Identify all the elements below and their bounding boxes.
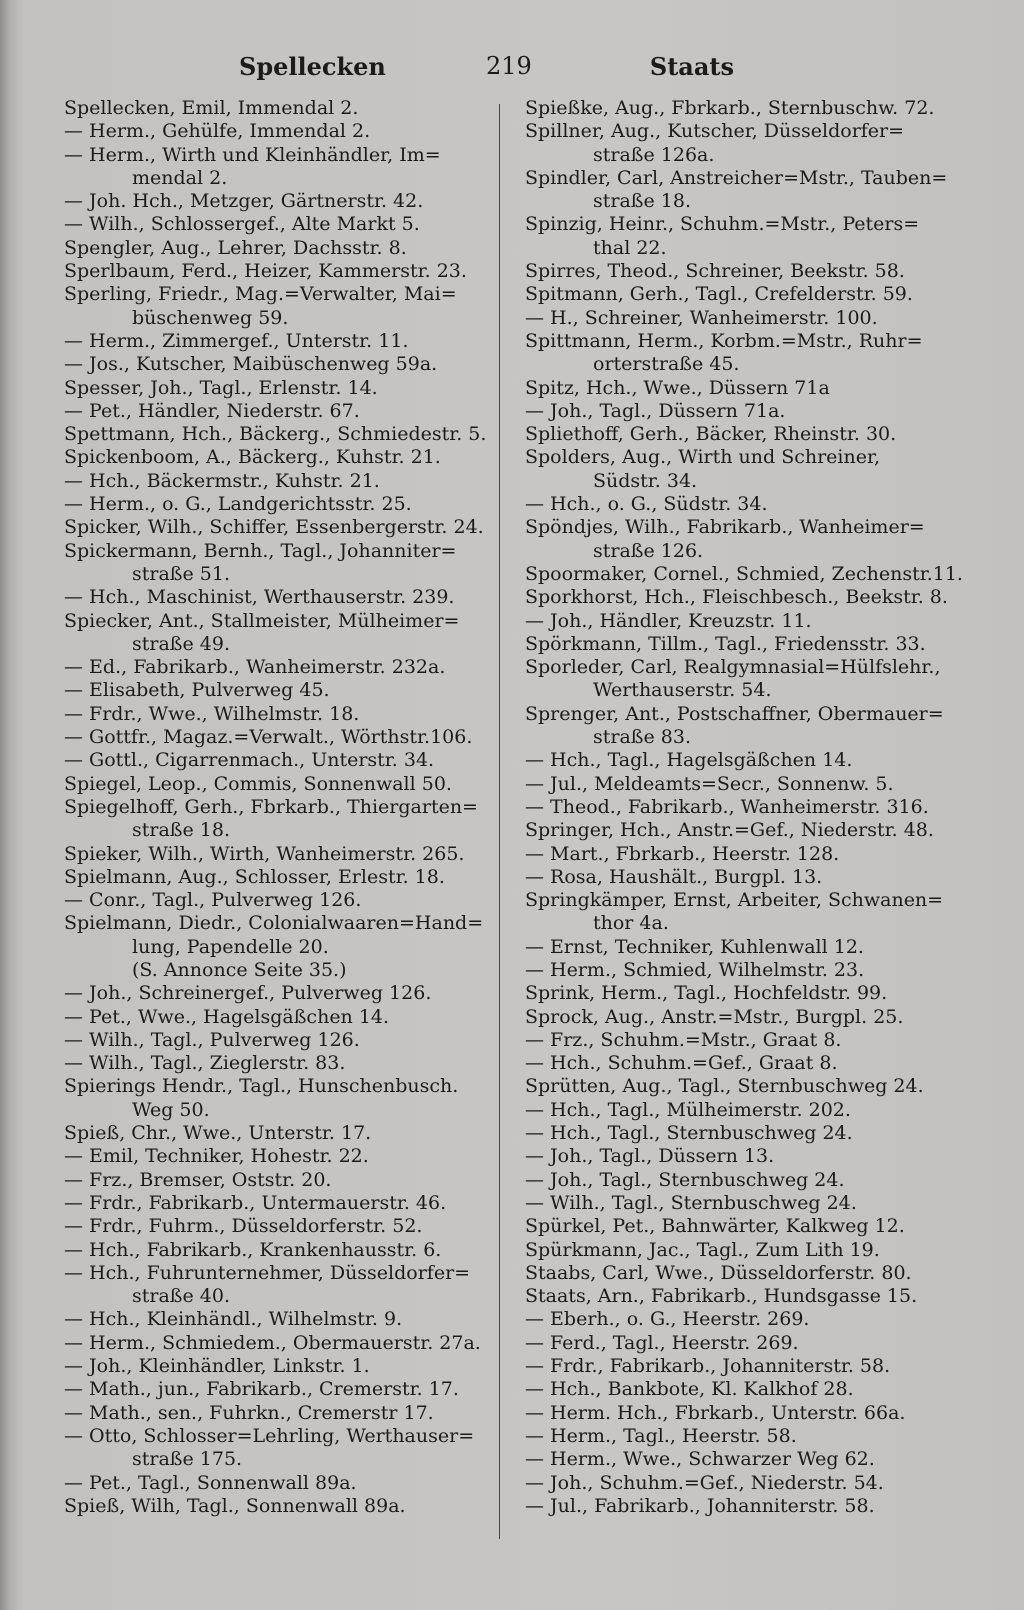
directory-entry-line: — Herm., Wwe., Schwarzer Weg 62. [525, 1448, 875, 1471]
directory-entry-line: Spießke, Aug., Fbrkarb., Sternbuschw. 72. [525, 97, 935, 119]
directory-entry-line: — Hch., o. G., Südstr. 34. [525, 493, 768, 516]
directory-entry-line: orterstraße 45. [593, 353, 740, 376]
directory-entry-line: — Hch., Fuhrunternehmer, Düsseldorfer= [64, 1261, 471, 1284]
directory-entry-line: — Joh., Kleinhändler, Linkstr. 1. [64, 1355, 370, 1378]
directory-entry-line: Staats, Arn., Fabrikarb., Hundsgasse 15. [525, 1285, 918, 1308]
directory-entry-line: — Mart., Fbrkarb., Heerstr. 128. [525, 842, 840, 865]
directory-entry-line: — Gottfr., Magaz.=Verwalt., Wörthstr.106. [64, 726, 473, 749]
directory-entry-line: — Frdr., Fuhrm., Düsseldorferstr. 52. [64, 1215, 423, 1238]
directory-entry-line: — Joh., Händler, Kreuzstr. 11. [525, 609, 812, 632]
directory-entry-line: Sprenger, Ant., Postschaffner, Obermauer= [525, 702, 944, 725]
directory-entry-line: (S. Annonce Seite 35.) [132, 958, 347, 981]
directory-entry-line: — Herm., Zimmergef., Unterstr. 11. [64, 329, 409, 352]
directory-entry-line: — Math., jun., Fabrikarb., Cremerstr. 17. [64, 1378, 459, 1401]
directory-entry-line: — Jul., Fabrikarb., Johanniterstr. 58. [525, 1494, 875, 1517]
directory-entry-line: — Hch., Fabrikarb., Krankenhausstr. 6. [64, 1238, 442, 1261]
directory-entry-line: — Jos., Kutscher, Maibüschenweg 59a. [64, 353, 438, 376]
directory-entry-line: — Frz., Bremser, Oststr. 20. [64, 1168, 332, 1191]
directory-entry-line: straße 40. [132, 1285, 230, 1308]
directory-entry-line: — H., Schreiner, Wanheimerstr. 100. [525, 306, 878, 329]
directory-entry-line: — Wilh., Tagl., Sternbuschweg 24. [525, 1191, 857, 1214]
running-head-left: Spellecken [239, 52, 386, 81]
directory-entry-line: — Frdr., Fabrikarb., Johanniterstr. 58. [525, 1355, 891, 1378]
directory-entry-line: — Pet., Händler, Niederstr. 67. [64, 399, 360, 422]
directory-entry-line: — Hch., Bankbote, Kl. Kalkhof 28. [525, 1378, 854, 1401]
directory-entry-line: Sporleder, Carl, Realgymnasial=Hülfslehr., [525, 656, 941, 679]
directory-entry-line: Sprock, Aug., Anstr.=Mstr., Burgpl. 25. [525, 1005, 904, 1028]
running-head-right: Staats [649, 52, 734, 81]
directory-entry-line: lung, Papendelle 20. [132, 935, 329, 958]
directory-entry-line: Weg 50. [132, 1098, 210, 1121]
directory-entry-line: — Joh., Tagl., Düssern 71a. [525, 399, 786, 422]
directory-entry-line: Spellecken, Emil, Immendal 2. [64, 97, 359, 119]
directory-entry-line: straße 126a. [593, 143, 715, 166]
directory-entry-line: — Otto, Schlosser=Lehrling, Werthauser= [64, 1424, 475, 1447]
directory-entry-line: — Hch., Tagl., Mülheimerstr. 202. [525, 1098, 851, 1121]
directory-entry-line: Spickermann, Bernh., Tagl., Johanniter= [64, 539, 457, 562]
directory-entry-line: — Hch., Tagl., Hagelsgäßchen 14. [525, 749, 853, 772]
directory-entry-line: — Wilh., Tagl., Pulverweg 126. [64, 1028, 360, 1051]
directory-entry-line: Spitmann, Gerh., Tagl., Crefelderstr. 59. [525, 283, 913, 306]
right-column [525, 97, 967, 1518]
directory-entry-line: — Eberh., o. G., Heerstr. 269. [525, 1308, 810, 1331]
directory-entry-line: — Herm., Schmiedem., Obermauerstr. 27a. [64, 1331, 481, 1354]
directory-entry-line: Spittmann, Herm., Korbm.=Mstr., Ruhr= [525, 329, 923, 352]
directory-entry-line: — Herm., Wirth und Kleinhändler, Im= [64, 143, 441, 166]
directory-entry-line: Spillner, Aug., Kutscher, Düsseldorfer= [525, 120, 905, 143]
directory-entry-line: — Joh. Hch., Metzger, Gärtnerstr. 42. [64, 190, 424, 213]
directory-entry-line: Spettmann, Hch., Bäckerg., Schmiedestr. 5. [64, 423, 487, 446]
directory-entry-line: Spesser, Joh., Tagl., Erlenstr. 14. [64, 376, 378, 399]
directory-entry-line: — Ernst, Techniker, Kuhlenwall 12. [525, 935, 864, 958]
directory-entry-line: Spliethoff, Gerh., Bäcker, Rheinstr. 30. [525, 423, 897, 446]
directory-entry-line: — Pet., Wwe., Hagelsgäßchen 14. [64, 1005, 390, 1028]
directory-entry-line: mendal 2. [132, 166, 228, 189]
directory-entry-line: — Pet., Tagl., Sonnenwall 89a. [64, 1471, 357, 1494]
directory-entry-line: — Emil, Techniker, Hohestr. 22. [64, 1145, 369, 1168]
directory-entry-line: Spöndjes, Wilh., Fabrikarb., Wanheimer= [525, 516, 925, 539]
directory-entry-line: thal 22. [593, 236, 667, 259]
directory-entry-line: — Wilh., Schlossergef., Alte Markt 5. [64, 213, 420, 236]
directory-entry-line: Spürkmann, Jac., Tagl., Zum Lith 19. [525, 1238, 880, 1261]
directory-entry-line: Spürkel, Pet., Bahnwärter, Kalkweg 12. [525, 1215, 905, 1238]
directory-entry-line: — Joh., Schuhm.=Gef., Niederstr. 54. [525, 1471, 884, 1494]
directory-entry-line: Spirres, Theod., Schreiner, Beekstr. 58. [525, 260, 905, 283]
directory-entry-line: Spoormaker, Cornel., Schmied, Zechenstr.11. [525, 562, 963, 585]
directory-entry-line: Sporkhorst, Hch., Fleischbesch., Beekstr. 8. [525, 586, 948, 609]
directory-entry-line: — Herm., Gehülfe, Immendal 2. [64, 120, 371, 143]
directory-entry-line: Sperlbaum, Ferd., Heizer, Kammerstr. 23. [64, 260, 467, 283]
directory-entry-line: — Joh., Tagl., Düssern 13. [525, 1145, 775, 1168]
directory-entry-line: Spinzig, Heinr., Schuhm.=Mstr., Peters= [525, 213, 920, 236]
directory-entry-line: — Frdr., Fabrikarb., Untermauerstr. 46. [64, 1191, 447, 1214]
directory-entry-line: straße 18. [132, 819, 230, 842]
directory-entry-line: Spiegelhoff, Gerh., Fbrkarb., Thiergarten= [64, 795, 478, 818]
directory-entry-line: straße 51. [132, 562, 230, 585]
left-column [64, 97, 506, 1518]
directory-entry-line: Spiegel, Leop., Commis, Sonnenwall 50. [64, 772, 452, 795]
directory-entry-line: — Ed., Fabrikarb., Wanheimerstr. 232a. [64, 656, 446, 679]
directory-entry-line: — Frz., Schuhm.=Mstr., Graat 8. [525, 1028, 842, 1051]
directory-entry-line: — Rosa, Haushält., Burgpl. 13. [525, 865, 823, 888]
directory-entry-line: Sprütten, Aug., Tagl., Sternbuschweg 24. [525, 1075, 924, 1098]
directory-entry-line: — Hch., Maschinist, Werthauserstr. 239. [64, 586, 455, 609]
directory-entry-line: straße 126. [593, 539, 704, 562]
directory-entry-line: — Elisabeth, Pulverweg 45. [64, 679, 330, 702]
directory-entry-line: Werthauserstr. 54. [593, 679, 772, 702]
directory-entry-line: — Hch., Kleinhändl., Wilhelmstr. 9. [64, 1308, 403, 1331]
directory-entry-line: — Theod., Fabrikarb., Wanheimerstr. 316. [525, 795, 929, 818]
directory-entry-line: Spicker, Wilh., Schiffer, Essenbergerstr. 24. [64, 516, 484, 539]
directory-entry-line: Spiecker, Ant., Stallmeister, Mülheimer= [64, 609, 460, 632]
directory-entry-line: Spieß, Wilh, Tagl., Sonnenwall 89a. [64, 1494, 406, 1517]
directory-entry-line: Spitz, Hch., Wwe., Düssern 71a [525, 376, 830, 399]
directory-entry-line: — Wilh., Tagl., Zieglerstr. 83. [64, 1052, 346, 1075]
directory-entry-line: Spickenboom, A., Bäckerg., Kuhstr. 21. [64, 446, 441, 469]
directory-entry-line: Sperling, Friedr., Mag.=Verwalter, Mai= [64, 283, 457, 306]
directory-entry-line: straße 175. [132, 1448, 243, 1471]
directory-entry-line: Spörkmann, Tillm., Tagl., Friedensstr. 33. [525, 632, 926, 655]
directory-entry-line: — Joh., Schreinergef., Pulverweg 126. [64, 982, 432, 1005]
directory-entry-line: — Hch., Tagl., Sternbuschweg 24. [525, 1122, 853, 1145]
directory-entry-line: Spielmann, Diedr., Colonialwaaren=Hand= [64, 912, 484, 935]
directory-entry-line: — Math., sen., Fuhrkn., Cremerstr 17. [64, 1401, 434, 1424]
directory-entry-line: — Joh., Tagl., Sternbuschweg 24. [525, 1168, 845, 1191]
directory-entry-line: Staabs, Carl, Wwe., Düsseldorferstr. 80. [525, 1261, 912, 1284]
page-header [64, 52, 962, 86]
directory-entry-line: Spierings Hendr., Tagl., Hunschenbusch. [64, 1075, 459, 1098]
directory-entry-line: — Herm., Tagl., Heerstr. 58. [525, 1424, 797, 1447]
directory-entry-line: — Gottl., Cigarrenmach., Unterstr. 34. [64, 749, 435, 772]
directory-entry-line: Spolders, Aug., Wirth und Schreiner, [525, 446, 881, 469]
directory-entry-line: — Conr., Tagl., Pulverweg 126. [64, 889, 362, 912]
directory-entry-line: straße 83. [593, 726, 691, 749]
directory-entry-line: Südstr. 34. [593, 469, 698, 492]
directory-entry-line: — Herm. Hch., Fbrkarb., Unterstr. 66a. [525, 1401, 906, 1424]
directory-entry-line: — Frdr., Wwe., Wilhelmstr. 18. [64, 702, 360, 725]
directory-entry-line: Sprink, Herm., Tagl., Hochfeldstr. 99. [525, 982, 888, 1005]
directory-entry-line: thor 4a. [593, 912, 669, 935]
directory-entry-line: Spielmann, Aug., Schlosser, Erlestr. 18. [64, 865, 445, 888]
directory-entry-line: Spieß, Chr., Wwe., Unterstr. 17. [64, 1122, 372, 1145]
directory-entry-line: Spindler, Carl, Anstreicher=Mstr., Tauben= [525, 166, 948, 189]
directory-entry-line: Springer, Hch., Anstr.=Gef., Niederstr. 48. [525, 819, 934, 842]
directory-entry-line: Spengler, Aug., Lehrer, Dachsstr. 8. [64, 236, 407, 259]
directory-entry-line: — Hch., Bäckermstr., Kuhstr. 21. [64, 469, 380, 492]
directory-entry-line: büschenweg 59. [132, 306, 289, 329]
directory-entry-line: — Herm., Schmied, Wilhelmstr. 23. [525, 958, 865, 981]
directory-entry-line: straße 18. [593, 190, 691, 213]
page-number: 219 [486, 52, 532, 80]
directory-entry-line: Spieker, Wilh., Wirth, Wanheimerstr. 265. [64, 842, 465, 865]
directory-entry-line: — Jul., Meldeamts=Secr., Sonnenw. 5. [525, 772, 894, 795]
directory-entry-line: — Ferd., Tagl., Heerstr. 269. [525, 1331, 799, 1354]
directory-entry-line: Springkämper, Ernst, Arbeiter, Schwanen= [525, 889, 944, 912]
directory-entry-line: — Herm., o. G., Landgerichtsstr. 25. [64, 493, 412, 516]
directory-entry-line: straße 49. [132, 632, 230, 655]
directory-entry-line: — Hch., Schuhm.=Gef., Graat 8. [525, 1052, 838, 1075]
